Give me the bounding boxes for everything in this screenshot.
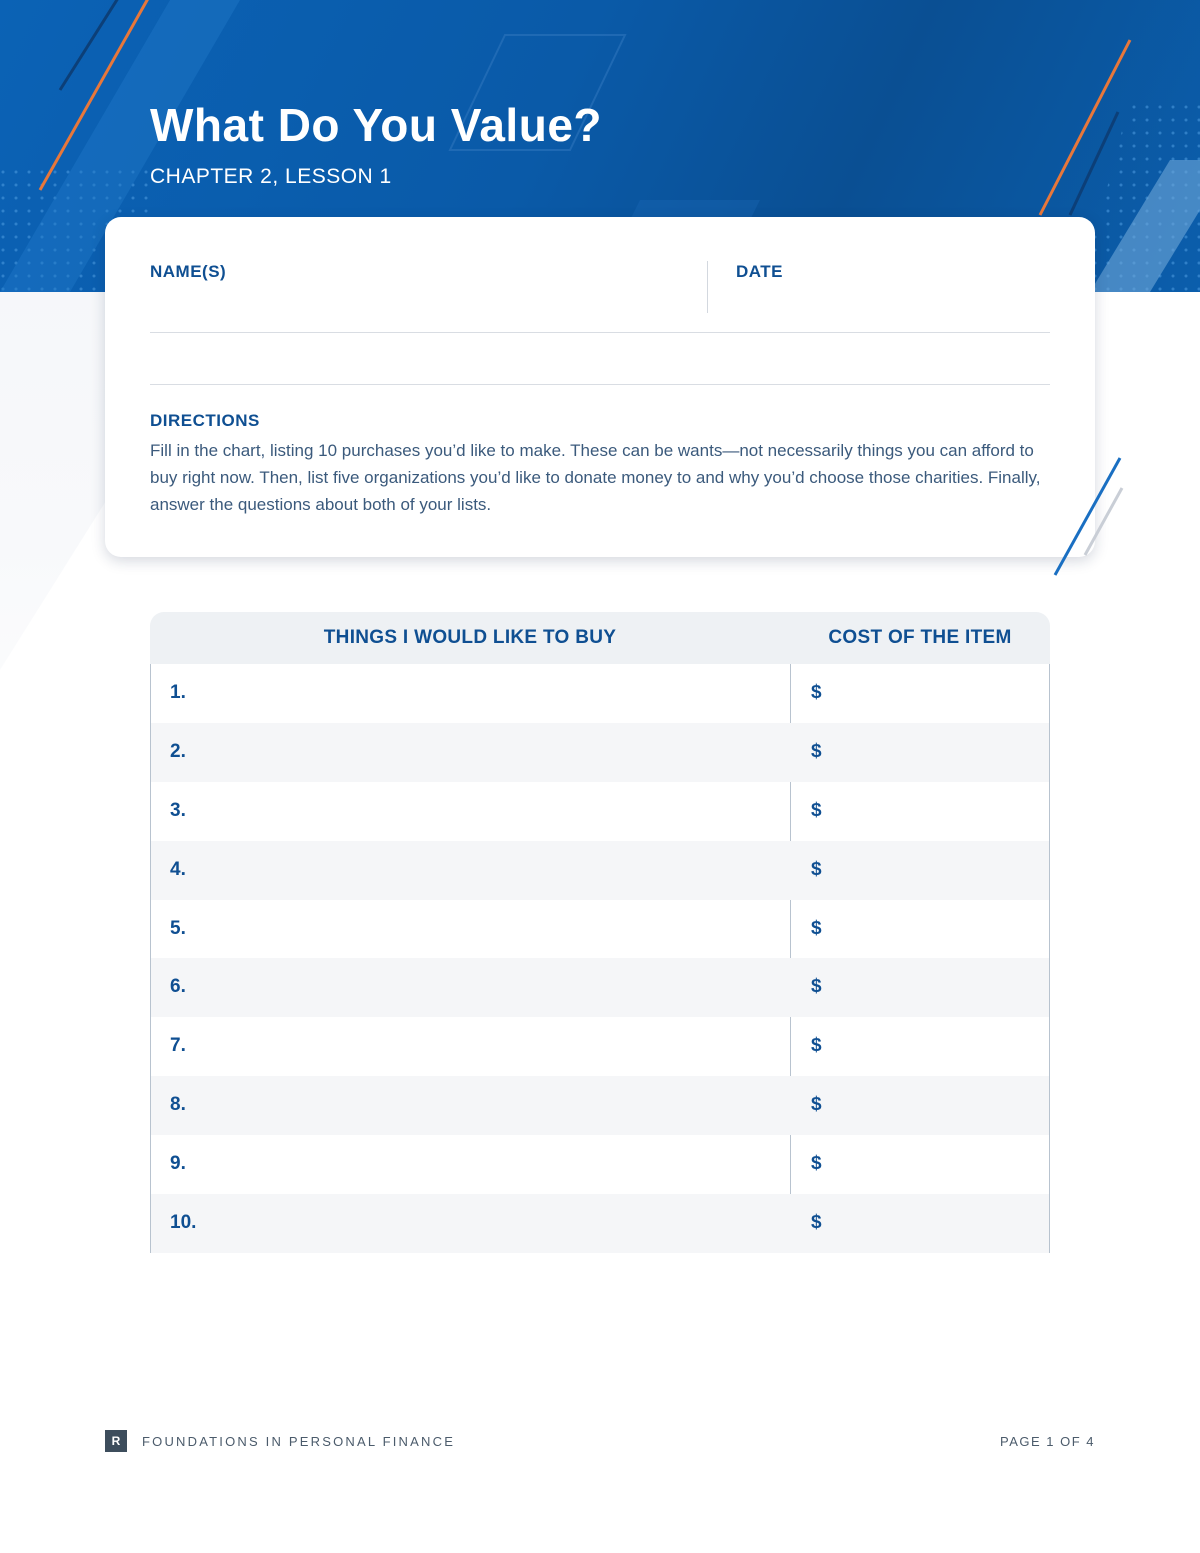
row-number: 7.: [170, 1035, 186, 1057]
date-label: DATE: [736, 262, 784, 281]
brand-logo-icon: R: [105, 1430, 127, 1452]
write-line[interactable]: [150, 332, 1050, 333]
directions-title: DIRECTIONS: [150, 411, 260, 430]
row-cost: $: [811, 740, 822, 762]
row-cost: $: [811, 1153, 822, 1175]
directions-text: Fill in the chart, listing 10 purchases you’d like to make. These can be wants—not necessarily things you can afford to buy right now. Then, list five organizations you’d like to donate money to and why you’d choose those charities. Finally, answer the questions about both of your lists.: [150, 441, 1041, 514]
table-row[interactable]: [151, 841, 1049, 900]
table-row[interactable]: [151, 958, 1049, 1017]
name-label: NAME(S): [150, 262, 227, 281]
table-row[interactable]: [151, 900, 1049, 959]
table-body: [150, 664, 1050, 1253]
row-cost: $: [811, 1212, 822, 1234]
page-number: PAGE 1 OF 4: [999, 1434, 1095, 1449]
column-header-item: THINGS I WOULD LIKE TO BUY: [323, 627, 617, 648]
course-name: FOUNDATIONS IN PERSONAL FINANCE: [142, 1434, 456, 1449]
row-cost: $: [811, 682, 822, 703]
write-line[interactable]: [150, 384, 1050, 385]
row-number: 10.: [170, 1212, 197, 1234]
table-row[interactable]: [151, 782, 1049, 841]
row-number: 4.: [170, 858, 186, 880]
row-number: 6.: [170, 976, 186, 998]
chapter-lesson: CHAPTER 2, LESSON 1: [150, 165, 392, 188]
info-card: [105, 217, 1095, 557]
row-cost: $: [811, 858, 822, 880]
table-row[interactable]: [151, 723, 1049, 782]
table-row[interactable]: [151, 664, 1049, 723]
row-cost: $: [811, 1094, 822, 1116]
row-number: 5.: [170, 917, 186, 939]
row-number: 8.: [170, 1094, 186, 1116]
row-number: 9.: [170, 1153, 186, 1175]
table-row[interactable]: [151, 1194, 1049, 1253]
row-number: 3.: [170, 799, 186, 821]
purchases-table: [150, 612, 1050, 1253]
row-number: 2.: [170, 740, 186, 762]
field-divider: [707, 261, 708, 313]
table-row[interactable]: [151, 1135, 1049, 1194]
table-row[interactable]: [151, 1076, 1049, 1135]
slash-decoration: [1050, 455, 1130, 580]
table-row[interactable]: [151, 1017, 1049, 1076]
row-cost: $: [811, 799, 822, 821]
row-number: 1.: [170, 682, 186, 703]
table-header: [150, 612, 1050, 664]
page-title: What Do You Value?: [150, 99, 602, 151]
row-cost: $: [811, 917, 822, 939]
row-cost: $: [811, 1035, 822, 1057]
row-cost: $: [811, 976, 822, 998]
column-header-cost: COST OF THE ITEM: [828, 627, 1012, 648]
